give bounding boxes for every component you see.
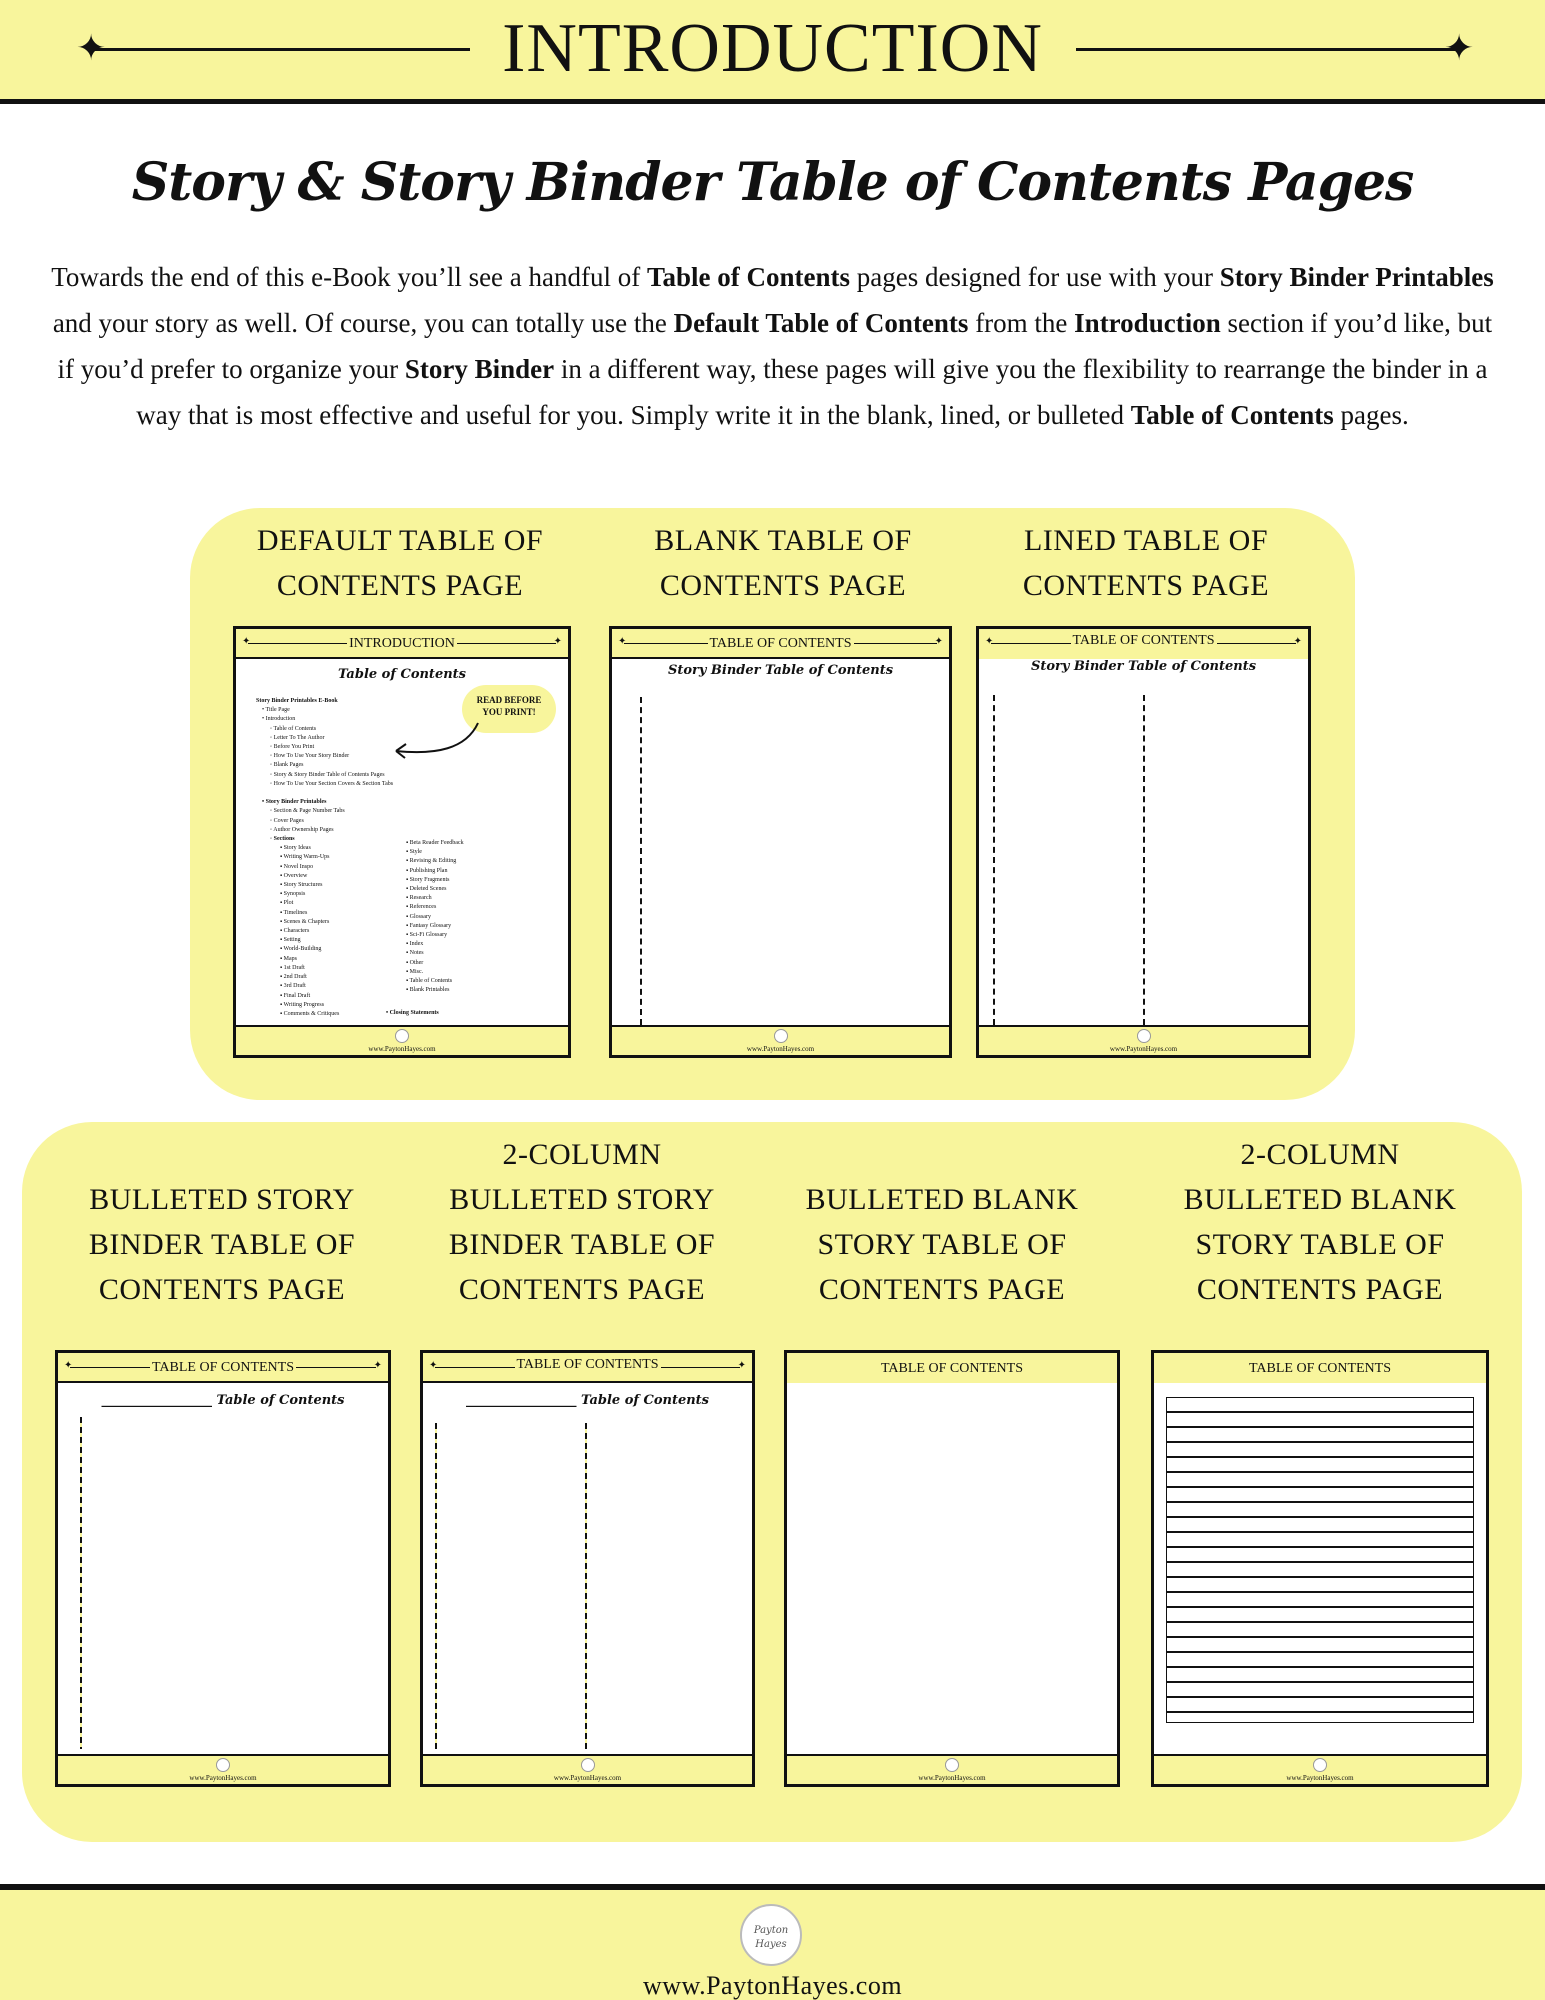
star-ornament-icon: ✦: [934, 636, 943, 647]
toc-item: ▪ Overview: [280, 872, 308, 879]
toc-item: ▪ Fantasy Glossary: [406, 922, 452, 929]
toc-item: ◦ Table of Contents: [270, 725, 317, 732]
thumb-header: [1154, 1353, 1486, 1383]
thumb-header: [612, 629, 949, 659]
page-footer: [0, 1890, 1545, 2000]
thumb-header: [787, 1353, 1117, 1383]
toc-item: ▪ Writing Progress: [280, 1001, 325, 1008]
toc-item: [256, 789, 393, 798]
intro-text: pages designed for use with your: [850, 262, 1220, 292]
toc-item: ▪ Novel Inspo: [280, 863, 314, 870]
thumb-header: [423, 1353, 752, 1383]
card-label-line: DEFAULT TABLE OF: [256, 524, 544, 557]
card-label-line: CONTENTS PAGE: [276, 569, 524, 602]
toc-item: • Title Page: [262, 707, 290, 714]
thumb-subtitle: Story Binder Table of Contents: [1030, 659, 1257, 674]
toc-item: ▪ References: [406, 904, 437, 911]
intro-text: Towards the end of this e-Book you’ll see a handful of: [51, 262, 647, 292]
intro-paragraph: [44, 254, 1501, 438]
card-label-bulleted-story-binder: [52, 1177, 392, 1312]
toc-closing: [386, 1009, 439, 1018]
toc-item: ▪ Table of Contents: [406, 978, 453, 985]
card-label-line: BINDER TABLE OF: [448, 1228, 716, 1261]
toc-item: ▪ Plot: [280, 900, 294, 907]
thumb-footer-url: www.PaytonHayes.com: [1109, 1045, 1178, 1053]
card-label-line: STORY TABLE OF: [1195, 1228, 1445, 1261]
logo-icon: [581, 1758, 595, 1772]
thumb-header-title: INTRODUCTION: [349, 636, 455, 651]
bullet-guide-line: [80, 1417, 82, 1749]
card-label-line: CONTENTS PAGE: [98, 1273, 346, 1306]
toc-item: Story Binder Printables E-Book: [256, 698, 338, 704]
toc-item: ▪ Glossary: [406, 913, 431, 920]
card-label-line: CONTENTS PAGE: [1022, 569, 1270, 602]
thumb-footer: [1154, 1754, 1486, 1784]
thumb-subtitle: Story Binder Table of Contents: [667, 663, 894, 678]
toc-item: ◦ Cover Pages: [270, 817, 304, 824]
card-label-line: 2-COLUMN: [502, 1138, 662, 1171]
thumb-footer-url: www.PaytonHayes.com: [368, 1045, 436, 1053]
toc-item: ▪ Publishing Plan: [406, 867, 448, 874]
intro-emphasis: Story Binder Printables: [1219, 262, 1494, 292]
thumb-header: [979, 629, 1308, 659]
star-ornament-icon: ✦: [64, 1360, 73, 1371]
thumb-subtitle: _________________ Table of Contents: [101, 1393, 345, 1408]
logo-icon: [395, 1029, 409, 1043]
logo-icon: [945, 1758, 959, 1772]
logo-icon: [1313, 1758, 1327, 1772]
bullet-guide-line: [640, 697, 642, 1025]
toc-item: ▪ Deleted Scenes: [406, 886, 447, 893]
intro-emphasis: Story Binder: [404, 354, 555, 384]
thumb-2col-bulleted-story-binder-toc[interactable]: [420, 1350, 755, 1787]
toc-item: ▪ Blank Printables: [406, 987, 450, 994]
thumb-header: [58, 1353, 388, 1383]
toc-item: ▪ Story Structures: [280, 882, 323, 889]
thumb-footer: [979, 1025, 1308, 1055]
card-label-line: 2-COLUMN: [1240, 1138, 1400, 1171]
thumb-footer: [612, 1025, 949, 1055]
toc-item: ▪ Story Ideas: [280, 845, 311, 852]
toc-item: ◦ How To Use Your Story Binder: [270, 753, 350, 760]
ruled-lines-area: [1166, 1397, 1474, 1723]
toc-item: ▪ 1st Draft: [280, 964, 305, 971]
intro-emphasis: Default Table of Contents: [673, 308, 969, 338]
intro-text: and your story as well. Of course, you can totally use the: [52, 308, 674, 338]
toc-item: ◦ Letter To The Author: [270, 734, 325, 741]
toc-item: ▪ Maps: [280, 955, 297, 962]
header-title: INTRODUCTION: [502, 10, 1043, 87]
toc-item: ▪ 3rd Draft: [280, 983, 306, 990]
toc-item: ▪ Research: [406, 895, 432, 902]
thumb-header-title: TABLE OF CONTENTS: [1072, 633, 1215, 648]
toc-item: • Story Binder Printables: [262, 799, 327, 806]
card-label-line: BULLETED BLANK: [1183, 1183, 1457, 1216]
toc-item: ▪ 2nd Draft: [280, 974, 307, 981]
bullet-guide-line: [435, 1423, 437, 1749]
toc-item: ▪ Style: [406, 849, 422, 856]
thumb-header-title: TABLE OF CONTENTS: [709, 636, 852, 651]
bullet-guide-line: [585, 1423, 587, 1749]
toc-item: ▪ Sci-Fi Glossary: [406, 932, 448, 939]
thumb-bulleted-story-binder-toc[interactable]: [55, 1350, 391, 1787]
callout-line: YOU PRINT!: [482, 707, 536, 717]
thumb-header-title: TABLE OF CONTENTS: [152, 1360, 294, 1375]
intro-text: from the: [968, 308, 1075, 338]
page-header: [0, 0, 1545, 104]
payton-hayes-logo-icon: [740, 1904, 802, 1966]
toc-item: ◦ Section & Page Number Tabs: [270, 808, 345, 815]
thumb-footer-url: www.PaytonHayes.com: [746, 1045, 815, 1053]
card-label-bulleted-blank-story: [772, 1177, 1112, 1312]
toc-item: ◦ Story & Story Binder Table of Contents Pages: [270, 771, 385, 778]
logo-text: Payton Hayes: [753, 1925, 789, 1950]
star-ornament-icon: ✦: [373, 1360, 382, 1371]
star-ornament-icon: ✦: [429, 1360, 438, 1371]
toc-item: ▪ Index: [406, 941, 424, 948]
star-ornament-icon: ✦: [985, 636, 994, 647]
thumb-subtitle: Table of Contents: [338, 667, 466, 682]
toc-item: ▪ Beta Reader Feedback: [406, 840, 464, 846]
card-label-line: BLANK TABLE OF: [654, 524, 912, 557]
star-ornament-icon: ✦: [553, 636, 562, 647]
card-label-default: [220, 518, 580, 608]
intro-emphasis: Introduction: [1074, 308, 1221, 338]
toc-item: ▪ Comments & Critiques: [280, 1010, 340, 1017]
star-ornament-icon: ✦: [737, 1360, 746, 1371]
toc-column-1: [256, 697, 393, 1019]
thumb-header-title: TABLE OF CONTENTS: [881, 1361, 1023, 1376]
star-ornament-icon: ✦: [618, 636, 627, 647]
thumb-header-title: TABLE OF CONTENTS: [516, 1357, 659, 1372]
intro-text: pages.: [1333, 400, 1409, 430]
toc-item: ◦ Sections: [270, 836, 295, 843]
card-label-line: CONTENTS PAGE: [1196, 1273, 1444, 1306]
thumb-bulleted-blank-story-toc[interactable]: [784, 1350, 1120, 1787]
thumb-footer: [787, 1754, 1117, 1784]
thumb-header: [236, 629, 568, 659]
toc-item: ▪ Scenes & Chapters: [280, 918, 330, 925]
intro-emphasis: Table of Contents: [647, 262, 851, 292]
curved-arrow-icon: [386, 717, 486, 767]
toc-item: ◦ Before You Print: [270, 744, 315, 751]
logo-icon: [216, 1758, 230, 1772]
toc-item: ▪ Story Fragments: [406, 876, 450, 883]
card-label-2col-bulleted-story-binder: [412, 1132, 752, 1312]
toc-item: ▪ Setting: [280, 937, 301, 944]
thumb-footer: [423, 1754, 752, 1784]
toc-item: ▪ Timelines: [280, 909, 308, 916]
callout-line: READ BEFORE: [476, 695, 542, 705]
toc-item: ▪ Writing Warm-Ups: [280, 854, 330, 861]
footer-url-link[interactable]: www.PaytonHayes.com: [642, 1971, 903, 2000]
star-ornament-icon: ✦: [242, 636, 251, 647]
star-ornament-icon: ✦: [1444, 28, 1475, 69]
card-label-line: LINED TABLE OF: [1023, 524, 1269, 557]
card-label-line: BULLETED STORY: [89, 1183, 355, 1216]
card-label-2col-bulleted-blank-story: [1150, 1132, 1490, 1312]
bullet-guide-line: [993, 695, 995, 1025]
intro-text: section if you’d like, but if you’d prefer to organize your: [57, 308, 1493, 384]
thumb-footer-url: www.PaytonHayes.com: [189, 1774, 257, 1782]
toc-item: ▪ Characters: [280, 928, 310, 935]
card-label-blank: [600, 518, 966, 608]
thumb-footer-url: www.PaytonHayes.com: [553, 1774, 622, 1782]
card-label-line: BULLETED BLANK: [805, 1183, 1079, 1216]
thumb-footer: [236, 1025, 568, 1055]
card-label-line: BULLETED STORY: [449, 1183, 715, 1216]
thumb-blank-toc[interactable]: [609, 626, 952, 1058]
toc-item: ▪ Misc.: [406, 968, 424, 975]
toc-item: ▪ Revising & Editing: [406, 858, 457, 865]
card-label-line: STORY TABLE OF: [817, 1228, 1067, 1261]
toc-item: ◦ How To Use Your Section Covers & Section Tabs: [270, 780, 394, 787]
thumb-footer: [58, 1754, 388, 1784]
card-label-line: CONTENTS PAGE: [818, 1273, 1066, 1306]
toc-item: ▪ Notes: [406, 950, 424, 957]
toc-item: • Closing Statements: [386, 1010, 439, 1016]
toc-item: ▪ Final Draft: [280, 992, 311, 999]
toc-item: ◦ Author Ownership Pages: [270, 826, 334, 833]
toc-item: ◦ Blank Pages: [270, 762, 304, 769]
logo-icon: [774, 1029, 788, 1043]
thumb-footer-url: www.PaytonHayes.com: [918, 1774, 986, 1782]
thumb-default-toc[interactable]: [233, 626, 571, 1058]
thumb-subtitle: _________________ Table of Contents: [465, 1393, 709, 1408]
page-title: Story & Story Binder Table of Contents Pages: [131, 152, 1414, 213]
card-label-line: CONTENTS PAGE: [659, 569, 907, 602]
thumb-header-title: TABLE OF CONTENTS: [1249, 1361, 1391, 1376]
thumb-2col-bulleted-blank-story-toc[interactable]: [1151, 1350, 1489, 1787]
star-ornament-icon: ✦: [76, 28, 107, 69]
thumb-lined-toc[interactable]: [976, 626, 1311, 1058]
toc-item: ▪ World-Building: [280, 946, 322, 953]
intro-emphasis: Table of Contents: [1130, 400, 1334, 430]
toc-item: ▪ Synopsis: [280, 891, 306, 898]
logo-icon: [1137, 1029, 1151, 1043]
card-label-line: BINDER TABLE OF: [88, 1228, 356, 1261]
toc-item: ▪ Other: [406, 959, 424, 966]
card-label-lined: [976, 518, 1316, 608]
thumb-footer-url: www.PaytonHayes.com: [1286, 1774, 1354, 1782]
toc-column-2: [406, 839, 464, 995]
toc-item: • Introduction: [262, 716, 296, 723]
star-ornament-icon: ✦: [1293, 636, 1302, 647]
card-label-line: CONTENTS PAGE: [458, 1273, 706, 1306]
bullet-guide-line: [1143, 695, 1145, 1025]
intro-text: in a different way, these pages will give you the flexibility to rearrange the binder in a way that is most effective and useful for you. Simply write it in the blank, lined, or bulleted: [136, 354, 1488, 430]
